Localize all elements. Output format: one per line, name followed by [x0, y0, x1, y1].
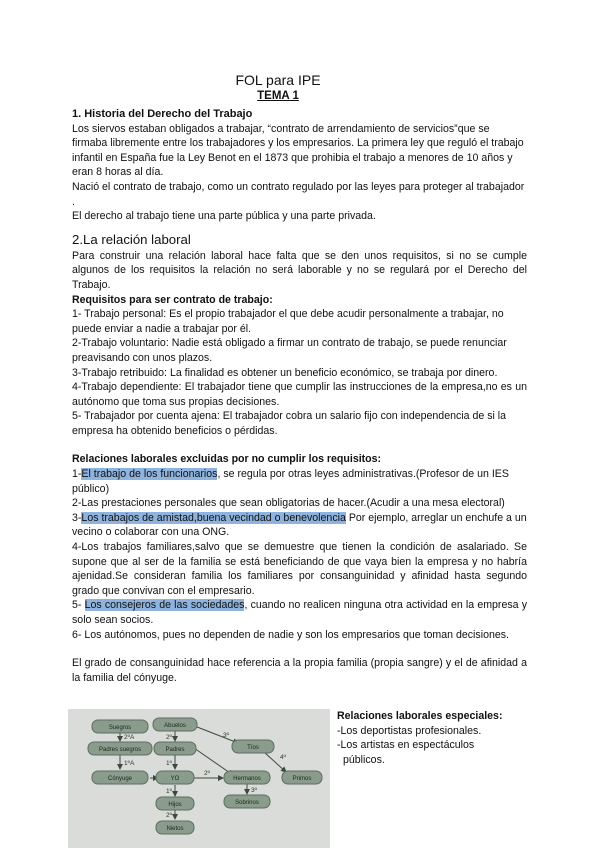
node-tios	[232, 740, 274, 753]
svg-text:Nietos: Nietos	[166, 826, 184, 832]
node-padres-suegros	[88, 742, 152, 755]
node-padres	[154, 742, 196, 755]
requisito-item: 3-Trabajo retribuido: La finalidad es obtener un beneficio económico, se trabaja por dinero.	[72, 366, 498, 379]
requisito-item: 1- Trabajo personal: Es el propio trabajador el que debe acudir personalmente a trabajar, no puede enviar a nadie a trabajar por él.	[72, 308, 504, 335]
document-subtitle: TEMA 1	[257, 90, 299, 102]
node-primos	[282, 771, 322, 784]
section1-paragraph-3: El derecho al trabajo tiene una parte pública y una parte privada.	[72, 210, 376, 223]
section2-intro: Para construir una relación laboral hace falta que se den unos requisitos, si no se cumple algunos de los requisitos la relación no será laborable y no se regulará por el Derecho del Trabajo.	[72, 249, 527, 291]
node-conyuge	[92, 771, 148, 784]
degree-label: 2º	[166, 734, 172, 741]
requisitos-heading: Requisitos para ser contrato de trabajo:	[72, 293, 273, 306]
consanguinidad-paragraph: El grado de consanguinidad hace referencia a la propia familia (propia sangre) y el de afinidad a la familia del cónyuge.	[72, 657, 527, 684]
svg-text:Hermanos: Hermanos	[233, 776, 261, 782]
especiales-heading: Relaciones laborales especiales:	[337, 710, 503, 722]
svg-text:Padres suegros: Padres suegros	[98, 747, 142, 753]
highlight: Los consejeros de las sociedades	[84, 599, 245, 612]
degree-label: 3º	[223, 732, 229, 739]
especial-item: públicos.	[343, 753, 385, 766]
node-yo	[156, 771, 194, 784]
node-sobrinos	[224, 795, 270, 808]
especial-item: -Los artistas en espectáculos	[337, 739, 475, 752]
svg-text:Primos: Primos	[292, 776, 312, 782]
section1-heading: 1. Historia del Derecho del Trabajo	[72, 108, 253, 120]
requisito-item: 4-Trabajo dependiente: El trabajador tiene que cumplir las instrucciones de la empresa,no es un autónomo que toma sus propias decisiones.	[72, 381, 527, 408]
section1-paragraph-2: Nació el contrato de trabajo, como un contrato regulado por las leyes para proteger al trabajador .	[72, 180, 525, 208]
degree-label: 1º	[166, 760, 172, 767]
node-hermanos	[224, 771, 270, 784]
excluida-item-2: 2-Las prestaciones personales que sean obligatorias de hacer.(Acudir a una mesa electoral)	[72, 497, 505, 510]
svg-text:Suegros: Suegros	[108, 725, 132, 731]
degree-label: 2ºA	[124, 734, 135, 741]
document-body	[72, 107, 527, 685]
excluida-item-3: 3-Los trabajos de amistad,buena vecindad o benevolencia Por ejemplo, arreglar un enchufe a un vecino o colaborar con una ONG.	[72, 511, 527, 539]
svg-text:YO: YO	[170, 776, 180, 782]
degree-label: 1ºA	[124, 760, 135, 767]
degree-label: 1º	[166, 788, 172, 795]
node-nietos	[156, 821, 194, 834]
node-suegros	[92, 720, 148, 733]
svg-text:Abuelos: Abuelos	[164, 723, 186, 729]
especial-item: -Los deportistas profesionales.	[337, 724, 482, 737]
requisito-item: 2-Trabajo voluntario: Nadie está obligado a firmar un contrato de trabajo, se puede renunciar preavisando con unos plazos.	[72, 337, 507, 364]
document-title: FOL para IPE	[235, 72, 321, 88]
degree-label: 2º	[204, 770, 210, 777]
section1-paragraph-1: Los siervos estaban obligados a trabajar, “contrato de arrendamiento de servicios”que se firmaba libremente entre los trabajadores y los empresarios. La primera ley que reguló el trabajo infantil en España fue la Ley Benot en el 1873 que prohibia el trabajo a menores de 10 años y eran 8 horas al día.	[72, 122, 524, 179]
svg-text:Sobrinos: Sobrinos	[235, 800, 259, 806]
section2-heading: 2.La relación laboral	[72, 231, 191, 247]
kinship-diagram	[68, 709, 330, 848]
degree-label: 3º	[251, 787, 257, 794]
svg-text:Hijos: Hijos	[168, 802, 182, 808]
degree-label: 2º	[166, 812, 172, 819]
highlight: El trabajo de los funcionarios	[81, 468, 218, 481]
excluidas-heading: Relaciones laborales excluidas por no cumplir los requisitos:	[72, 453, 382, 466]
node-abuelos	[153, 718, 197, 731]
excluida-item-4: 4-Los trabajos familiares,salvo que se demuestre que tienen la condición de asalariado. Se supone que al ser de la familia se está beneficiando de que vaya bien la empresa y no habría ajenidad.Se consideran familia los familiares por consanguinidad y afinidad hasta segundo grado que convivan con el empresario.	[72, 541, 527, 597]
svg-text:Padres: Padres	[165, 747, 185, 753]
highlight: Los trabajos de amistad,buena vecindad o benevolencia	[81, 511, 346, 524]
excluida-item-6: 6- Los autónomos, pues no dependen de nadie y son los empresarios que toman decisiones.	[72, 628, 509, 641]
excluida-item-5: 5- Los consejeros de las sociedades, cuando no realicen ninguna otra actividad en la empresa y solo sean socios.	[72, 599, 527, 626]
svg-text:Tíos: Tíos	[247, 745, 259, 751]
requisito-item: 5- Trabajador por cuenta ajena: El trabajador cobra un salario fijo con independencia de si la empresa ha obtenido beneficios o pérdidas.	[72, 410, 507, 437]
svg-text:Cónyuge: Cónyuge	[107, 776, 133, 782]
especiales-block	[337, 709, 537, 767]
node-hijos	[156, 797, 194, 810]
excluida-item-1: 1-El trabajo de los funcionarios, se regula por otras leyes administrativas.(Profesor de un IES público)	[72, 468, 509, 495]
degree-label: 4º	[280, 754, 286, 761]
